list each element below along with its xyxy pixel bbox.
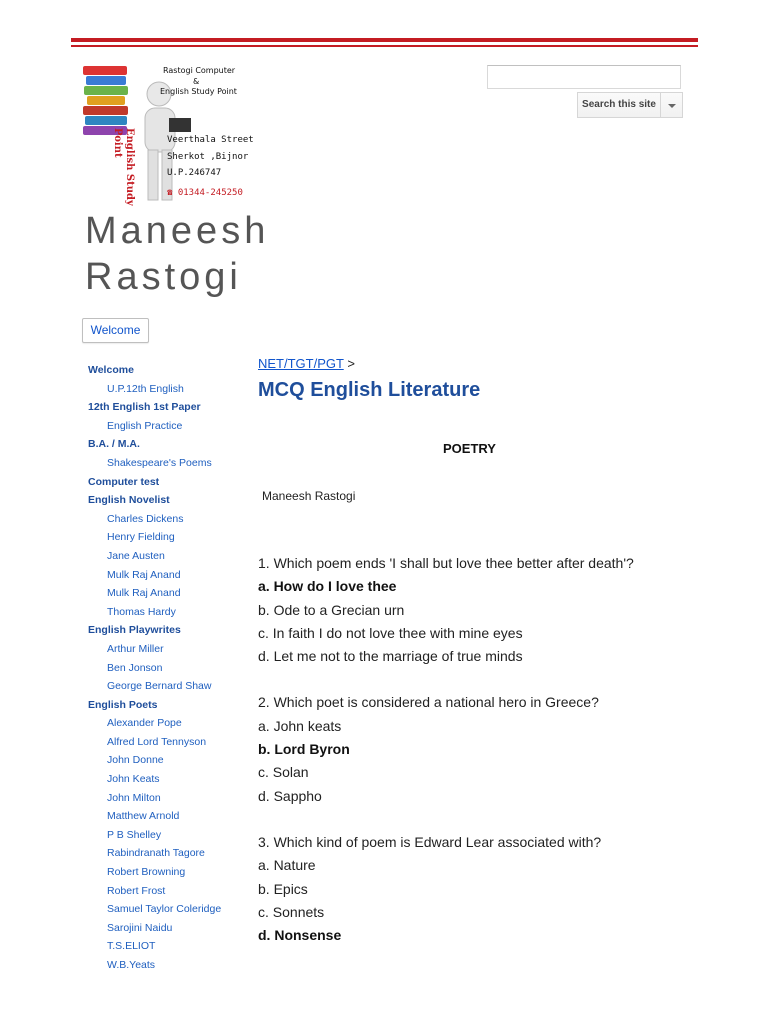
caret-down-icon — [668, 104, 676, 108]
sidebar-item[interactable]: P B Shelley — [107, 828, 162, 841]
sidebar-item[interactable]: Mulk Raj Anand — [107, 568, 181, 581]
site-logo[interactable] — [83, 62, 253, 208]
question-gap — [258, 668, 698, 691]
question-text: 3. Which kind of poem is Edward Lear associated with? — [258, 833, 602, 850]
sidebar-item[interactable]: Alfred Lord Tennyson — [107, 735, 207, 748]
sidebar-item[interactable]: Robert Frost — [107, 884, 166, 897]
sidebar-item[interactable]: Robert Browning — [107, 866, 186, 879]
logo-phone: 01344-245250 — [177, 188, 243, 198]
logo-address-1: Veerthala Street — [167, 135, 254, 145]
section-heading: POETRY — [443, 441, 496, 456]
sidebar-item[interactable]: Samuel Taylor Coleridge — [107, 903, 222, 916]
answer-option: c. Sonnets — [258, 903, 325, 920]
answer-option: b. Epics — [258, 880, 308, 897]
logo-line-2: & — [193, 77, 200, 86]
sidebar-nav — [88, 361, 248, 975]
sidebar-item[interactable]: Welcome — [88, 364, 134, 376]
answer-option-correct: d. Nonsense — [258, 927, 342, 944]
sidebar-item[interactable]: 12th English 1st Paper — [88, 401, 201, 414]
answer-option: c. Solan — [258, 764, 309, 781]
answer-option: d. Sappho — [258, 787, 322, 804]
sidebar-item[interactable]: Charles Dickens — [107, 512, 184, 525]
sidebar-item[interactable]: Shakespeare's Poems — [107, 456, 212, 469]
sidebar-item[interactable]: John Keats — [107, 773, 160, 786]
sidebar-item[interactable]: English Novelist — [88, 494, 170, 507]
breadcrumb-link[interactable]: NET/TGT/PGT — [258, 356, 344, 371]
question-text: 2. Which poet is considered a national hero in Greece? — [258, 694, 599, 711]
sidebar-item[interactable]: Sarojini Naidu — [107, 921, 173, 934]
sidebar-item[interactable]: Arthur Miller — [107, 642, 164, 655]
answer-option: b. Ode to a Grecian urn — [258, 601, 405, 618]
logo-spine-text: English Study Point — [112, 128, 135, 206]
sidebar-item[interactable]: T.S.ELIOT — [107, 940, 156, 953]
sidebar-item[interactable]: Jane Austen — [107, 549, 165, 562]
sidebar-item[interactable]: English Poets — [88, 698, 158, 711]
sidebar-item[interactable]: Computer test — [88, 475, 160, 488]
sidebar-item[interactable]: Henry Fielding — [107, 531, 175, 544]
question-text: 1. Which poem ends 'I shall but love thee better after death'? — [258, 555, 634, 571]
sidebar-item[interactable]: Alexander Pope — [107, 717, 182, 730]
answer-option-correct: b. Lord Byron — [258, 741, 350, 758]
answer-option-correct: a. How do I love thee — [258, 578, 397, 595]
sidebar-item[interactable]: Ben Jonson — [107, 661, 163, 674]
search-input[interactable] — [487, 65, 681, 89]
search-button[interactable]: Search this site — [577, 92, 661, 118]
breadcrumb — [258, 355, 698, 373]
sidebar-item[interactable]: W.B.Yeats — [107, 959, 156, 971]
sidebar-item[interactable]: Thomas Hardy — [107, 605, 176, 618]
question-gap — [258, 808, 698, 831]
logo-line-1: Rastogi Computer — [163, 66, 236, 75]
logo-line-3: English Study Point — [160, 87, 237, 96]
answer-option: a. John keats — [258, 717, 342, 734]
logo-address-2: Sherkot ,Bijnor — [167, 152, 249, 162]
sidebar-item[interactable]: English Practice — [107, 419, 183, 432]
main-content — [258, 355, 698, 944]
sidebar-item[interactable]: John Milton — [107, 791, 161, 804]
logo-address-3: U.P.246747 — [167, 168, 222, 178]
breadcrumb-separator: > — [347, 356, 355, 371]
phone-icon: ☎ — [167, 188, 173, 198]
sidebar-item[interactable]: John Donne — [107, 754, 164, 767]
sidebar-item[interactable]: George Bernard Shaw — [107, 680, 212, 693]
questions-list — [258, 552, 698, 947]
answer-option: c. In faith I do not love thee with mine eyes — [258, 624, 523, 641]
sidebar-item[interactable]: Mulk Raj Anand — [107, 587, 181, 600]
site-title[interactable]: Maneesh Rastogi — [85, 210, 270, 298]
page-title: MCQ English Literature — [258, 379, 481, 401]
answer-option: a. Nature — [258, 857, 316, 874]
header-second-rule — [71, 45, 698, 47]
sidebar-item[interactable]: Matthew Arnold — [107, 810, 180, 823]
answer-option: d. Let me not to the marriage of true minds — [258, 648, 523, 665]
welcome-button[interactable]: Welcome — [82, 318, 149, 343]
author-name: Maneesh Rastogi — [262, 489, 356, 503]
header-top-rule — [71, 38, 698, 42]
sidebar-item[interactable]: Rabindranath Tagore — [107, 847, 205, 860]
sidebar-item[interactable]: English Playwrites — [88, 624, 181, 637]
sidebar-item[interactable]: U.P.12th English — [107, 382, 184, 395]
search-options-dropdown[interactable] — [661, 92, 683, 118]
sidebar-item[interactable]: B.A. / M.A. — [88, 438, 140, 451]
